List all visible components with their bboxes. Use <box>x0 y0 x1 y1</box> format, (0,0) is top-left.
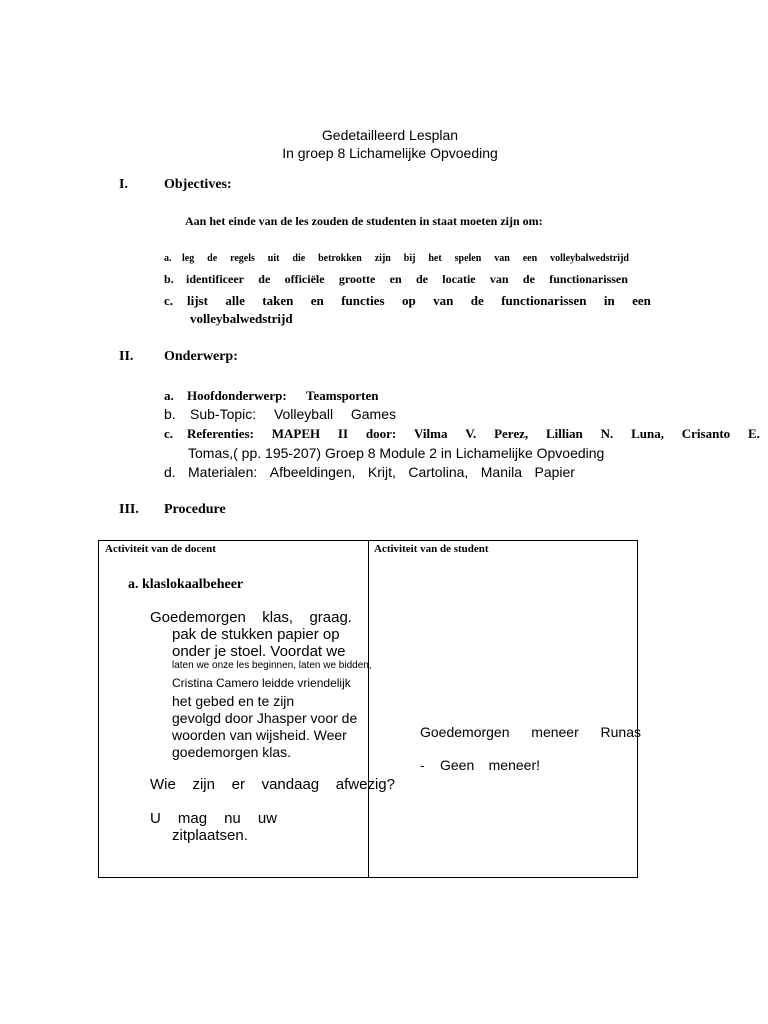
teacher-greeting-line3: onder je stoel. Voordat we <box>172 643 346 660</box>
objective-a-text: leg de regels uit die betrokken zijn bij het spelen van een volleybalwedstrijd <box>182 253 629 264</box>
section-numeral-3: III. <box>119 502 139 517</box>
teacher-greeting-line9: goedemorgen klas. <box>172 744 292 760</box>
section-numeral-1: I. <box>119 177 128 192</box>
document-subtitle: In groep 8 Lichamelijke Opvoeding <box>282 145 498 161</box>
subject-c-marker: c. <box>164 426 174 441</box>
student-reply-dash: - <box>420 757 425 773</box>
table-column-divider <box>368 540 369 878</box>
teacher-sit-line2: zitplaatsen. <box>172 827 248 844</box>
teacher-sit-line1: U mag nu uw <box>150 810 277 827</box>
subject-c-line2: Tomas,( pp. 195-207) Groep 8 Module 2 in Lichamelijke Opvoeding <box>188 445 605 461</box>
teacher-greeting-line7: gevolgd door Jhasper voor de <box>172 710 358 726</box>
student-column-header: Activiteit van de student <box>374 543 489 555</box>
teacher-greeting-line5: Cristina Camero leidde vriendelijk <box>172 676 351 690</box>
teacher-absent-question: Wie zijn er vandaag afwezig? <box>150 776 395 793</box>
student-reply: Geen meneer! <box>440 757 540 773</box>
subject-a-marker: a. <box>164 388 174 403</box>
section-heading-objectives: Objectives: <box>164 177 232 192</box>
student-greeting: Goedemorgen meneer Runas <box>420 724 641 740</box>
section-numeral-2: II. <box>119 349 134 364</box>
objective-b-text: identificeer de officiële grootte en de locatie van de functionarissen <box>186 272 628 286</box>
document-title: Gedetailleerd Lesplan <box>321 127 459 143</box>
section-heading-subject: Onderwerp: <box>164 349 238 364</box>
teacher-greeting-line8: woorden van wijsheid. Weer <box>172 727 347 743</box>
subject-a-value: Teamsporten <box>306 388 379 403</box>
subject-b-text: Sub-Topic: Volleyball Games <box>190 406 396 422</box>
objectives-intro: Aan het einde van de les zouden de studenten in staat moeten zijn om: <box>185 214 543 228</box>
objective-c-text: lijst alle taken en functies op van de functionarissen in een <box>187 293 651 308</box>
subject-d-marker: d. <box>164 464 176 480</box>
section-heading-procedure: Procedure <box>164 502 226 517</box>
subject-c-text: Referenties: MAPEH II door: Vilma V. Perez, Lillian N. Luna, Crisanto E. <box>187 426 760 441</box>
teacher-greeting-line1: Goedemorgen klas, graag. <box>150 609 352 626</box>
teacher-greeting-line6: het gebed en te zijn <box>172 693 295 709</box>
objective-b-marker: b. <box>164 272 174 286</box>
subject-d-text: Materialen: Afbeeldingen, Krijt, Cartolina, Manila Papier <box>188 464 575 480</box>
teacher-column-header: Activiteit van de docent <box>105 543 216 555</box>
objective-a-marker: a. <box>164 253 172 264</box>
objective-c-marker: c. <box>164 293 174 308</box>
subject-a-label: Hoofdonderwerp: <box>187 388 287 403</box>
teacher-greeting-line2: pak de stukken papier op <box>172 626 340 643</box>
objective-c-line2: volleybalwedstrijd <box>190 311 293 326</box>
subject-b-marker: b. <box>164 406 176 422</box>
classroom-management-heading: a. klaslokaalbeheer <box>128 577 244 592</box>
teacher-greeting-line4: laten we onze les beginnen, laten we bidden, <box>172 660 372 671</box>
